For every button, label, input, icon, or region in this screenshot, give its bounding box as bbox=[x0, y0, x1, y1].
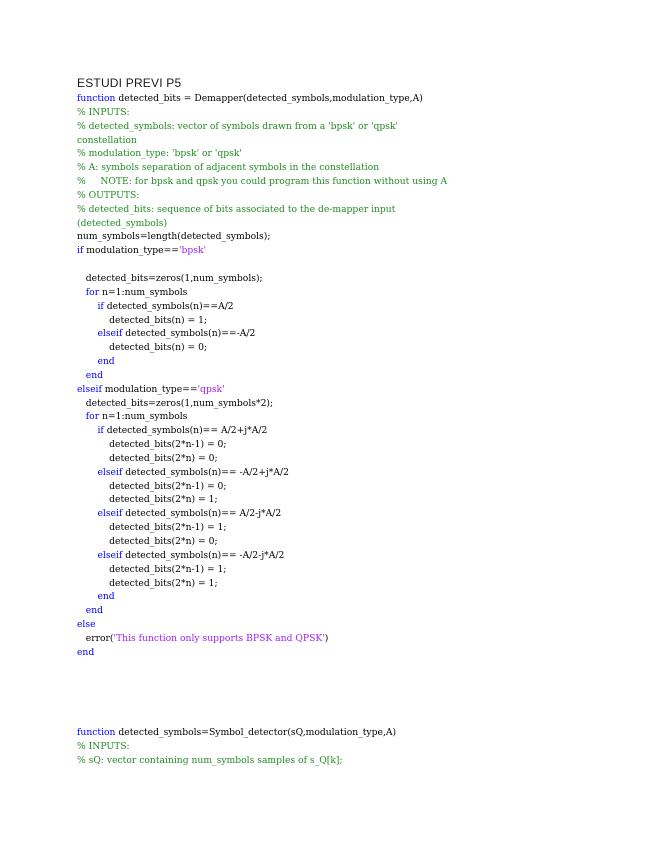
code-keyword: elseif bbox=[97, 466, 123, 478]
code-keyword: elseif bbox=[77, 383, 102, 395]
code-text: detected_bits(2*n-1) = 1; bbox=[77, 563, 227, 575]
code-keyword: for bbox=[85, 286, 100, 298]
code-line bbox=[77, 535, 637, 549]
code-text bbox=[77, 259, 80, 270]
code-line bbox=[77, 577, 637, 591]
code-keyword: end bbox=[97, 591, 115, 603]
code-line bbox=[77, 106, 637, 120]
code-keyword: elseif bbox=[97, 508, 123, 520]
code-line bbox=[77, 452, 637, 466]
code-text: detected_bits(2*n) = 1; bbox=[77, 577, 218, 589]
section-heading: ESTUDI PREVI P5 bbox=[77, 76, 182, 90]
code-text: detected_symbols=Symbol_detector(sQ,modulation_type,A) bbox=[115, 727, 397, 738]
code-text: error( bbox=[77, 632, 114, 644]
code-text: detected_bits=zeros(1,num_symbols*2); bbox=[77, 397, 274, 409]
code-line bbox=[77, 189, 637, 203]
code-line bbox=[77, 632, 637, 646]
code-line bbox=[77, 604, 637, 618]
code-line bbox=[77, 493, 637, 507]
code-line bbox=[77, 726, 637, 740]
code-text: num_symbols=length(detected_symbols); bbox=[77, 231, 271, 243]
code-string: 'This function only supports BPSK and QPSK' bbox=[113, 632, 325, 644]
code-line bbox=[77, 355, 637, 369]
code-text bbox=[77, 550, 97, 561]
code-line bbox=[77, 646, 637, 660]
code-text bbox=[77, 328, 97, 339]
code-line bbox=[77, 120, 637, 134]
code-comment: % sQ: vector containing num_symbols samples of s_Q[k]; bbox=[77, 754, 343, 766]
code-line bbox=[77, 272, 637, 286]
code-line bbox=[77, 286, 637, 300]
code-text: detected_bits = Demapper(detected_symbols,modulation_type,A) bbox=[115, 93, 423, 104]
code-line bbox=[77, 203, 637, 217]
code-line bbox=[77, 563, 637, 577]
code-text: detected_bits(n) = 1; bbox=[77, 314, 208, 326]
code-comment: % INPUTS: bbox=[77, 106, 130, 118]
code-line bbox=[77, 507, 637, 521]
code-comment: % OUTPUTS: bbox=[77, 189, 140, 201]
code-comment: % detected_bits: sequence of bits associated to the de-mapper input bbox=[77, 203, 396, 215]
code-text: ) bbox=[324, 632, 329, 644]
code-keyword: function bbox=[77, 93, 116, 104]
code-text bbox=[77, 467, 97, 478]
code-line bbox=[77, 383, 637, 397]
code-text: detected_symbols(n)== A/2-j*A/2 bbox=[122, 508, 282, 520]
code-comment: (detected_symbols) bbox=[77, 217, 168, 229]
code-keyword: function bbox=[77, 727, 116, 738]
code-text: detected_bits(2*n) = 1; bbox=[77, 494, 218, 506]
code-line bbox=[77, 92, 637, 106]
code-text: detected_symbols(n)==A/2 bbox=[103, 300, 234, 312]
code-text bbox=[77, 287, 86, 298]
code-comment: constellation bbox=[77, 134, 137, 146]
code-text: detected_symbols(n)== -A/2-j*A/2 bbox=[122, 549, 285, 561]
code-line bbox=[77, 217, 637, 231]
code-keyword: elseif bbox=[97, 328, 123, 340]
code-text: detected_bits(2*n-1) = 0; bbox=[77, 480, 227, 492]
code-keyword: end bbox=[97, 356, 115, 368]
code-line bbox=[77, 230, 637, 244]
code-line bbox=[77, 161, 637, 175]
code-keyword: for bbox=[85, 411, 100, 423]
code-text bbox=[77, 411, 86, 422]
code-keyword: if bbox=[97, 300, 104, 312]
code-line bbox=[77, 244, 637, 258]
code-line bbox=[77, 466, 637, 480]
code-text: detected_symbols(n)== -A/2+j*A/2 bbox=[122, 466, 289, 478]
code-text bbox=[77, 370, 86, 381]
code-text: detected_bits(2*n) = 0; bbox=[77, 536, 218, 547]
code-line bbox=[77, 740, 637, 754]
code-line bbox=[77, 438, 637, 452]
code-line bbox=[77, 618, 637, 632]
code-line bbox=[77, 549, 637, 563]
code-line bbox=[77, 410, 637, 424]
code-line bbox=[77, 341, 637, 355]
code-line bbox=[77, 754, 637, 768]
code-line bbox=[77, 480, 637, 494]
code-line bbox=[77, 300, 637, 314]
code-string: 'bpsk' bbox=[179, 245, 207, 257]
code-text: detected_bits(2*n-1) = 1; bbox=[77, 522, 227, 534]
code-text bbox=[77, 301, 97, 312]
code-comment: % NOTE: for bpsk and qpsk you could program this function without using A bbox=[77, 176, 448, 188]
code-text: detected_bits(n) = 0; bbox=[77, 342, 208, 354]
code-comment: % detected_symbols: vector of symbols drawn from a 'bpsk' or 'qpsk' bbox=[77, 120, 399, 132]
code-keyword: end bbox=[85, 369, 104, 381]
code-line bbox=[77, 147, 637, 161]
code-text bbox=[77, 591, 97, 602]
code-text: detected_bits(2*n-1) = 0; bbox=[77, 439, 227, 451]
code-line bbox=[77, 369, 637, 383]
code-keyword: end bbox=[85, 605, 104, 617]
code-text: modulation_type== bbox=[101, 383, 198, 395]
code-keyword: if bbox=[97, 425, 104, 437]
code-line bbox=[77, 175, 637, 189]
code-block-symbol-detector bbox=[77, 726, 637, 768]
code-line bbox=[77, 134, 637, 148]
code-text bbox=[77, 605, 86, 616]
code-text: detected_symbols(n)==-A/2 bbox=[122, 328, 256, 340]
code-line bbox=[77, 327, 637, 341]
code-text bbox=[77, 508, 97, 519]
code-block-demapper bbox=[77, 92, 637, 660]
code-text: n=1:num_symbols bbox=[99, 411, 188, 423]
code-line bbox=[77, 258, 637, 272]
code-comment: % A: symbols separation of adjacent symbols in the constellation bbox=[77, 162, 380, 174]
code-keyword: elseif bbox=[97, 549, 123, 561]
code-line bbox=[77, 521, 637, 535]
code-text: detected_bits(2*n) = 0; bbox=[77, 452, 218, 464]
code-line bbox=[77, 424, 637, 438]
code-line bbox=[77, 397, 637, 411]
code-keyword: if bbox=[77, 245, 84, 257]
code-comment: % modulation_type: 'bpsk' or 'qpsk' bbox=[77, 148, 242, 160]
code-keyword: end bbox=[77, 646, 95, 658]
code-text: modulation_type== bbox=[83, 245, 179, 257]
code-text bbox=[77, 356, 97, 367]
code-text: detected_bits=zeros(1,num_symbols); bbox=[77, 272, 263, 284]
code-text: n=1:num_symbols bbox=[99, 286, 188, 298]
code-line bbox=[77, 590, 637, 604]
code-comment: % INPUTS: bbox=[77, 740, 130, 752]
code-text bbox=[77, 425, 97, 436]
code-line bbox=[77, 314, 637, 328]
code-string: 'qpsk' bbox=[197, 383, 225, 395]
code-text: detected_symbols(n)== A/2+j*A/2 bbox=[103, 425, 268, 437]
code-keyword: else bbox=[77, 619, 96, 631]
